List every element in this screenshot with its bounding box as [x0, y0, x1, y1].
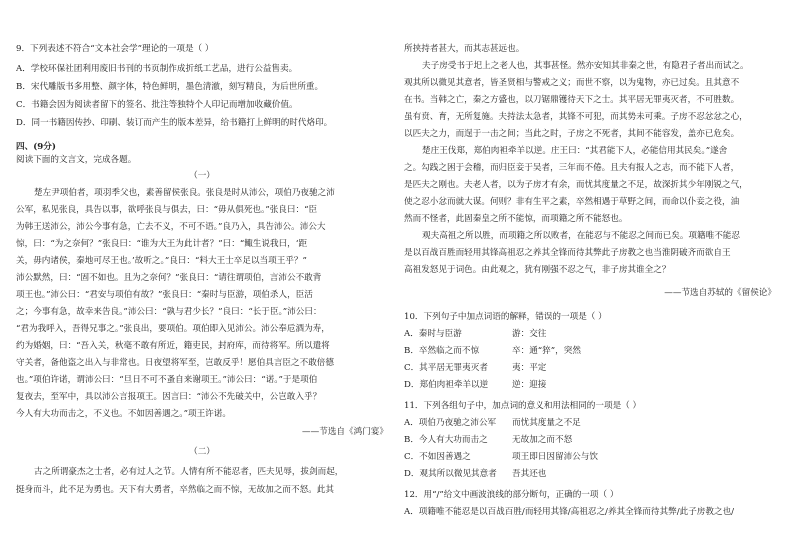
- passage-1-line: 约为婚姻，曰：“吾入关，秋毫不敢有所近，籍吏民，封府库，而待将军。所以遣将: [16, 341, 330, 351]
- passage-2-line: 夫子房受书于圯上之老人也，其事甚怪。然亦安知其非秦之世，有隐君子者出而试之。: [422, 61, 749, 71]
- option-sentence: C．不如因善遇之: [404, 452, 471, 462]
- left-column: [16, 0, 388, 560]
- passage-2-line: 然而不怪者，此固秦皇之所不能惊，而项籍之所不能怒也。: [404, 214, 628, 224]
- question-10-option-d: [404, 379, 776, 391]
- passage-2-line: 之。勾践之困于会稽，而归臣妾于吴者，三年而不倦。且夫有报人之志，而不能下人者，: [404, 163, 740, 173]
- question-9-option-a: A．学校环保社团利用废旧书刊的书页制作成折纸工艺品，进行公益售卖。: [16, 64, 298, 74]
- question-11-option-a: [404, 417, 776, 429]
- question-11-option-b: [404, 434, 776, 446]
- question-9-option-b: B．宋代雕版书多用整、颜字体，特色鲜明，墨色清澈，刻写精良，为后世所重。: [16, 82, 324, 92]
- option-sentence: D．郑伯肉袒牵羊以逆: [404, 380, 489, 390]
- passage-2-line: 虽有贲、育，无所复施。夫持法太急者，其锋不可犯，而其势未可乘。子房不忍忿忿之心，: [404, 112, 748, 122]
- question-10-stem: 10．下列句子中加点词语的解释，错误的一项是（ ）: [404, 312, 607, 322]
- section-4-instruction: 阅读下面的文言文，完成各题。: [16, 155, 137, 165]
- option-sentence: A．项伯乃夜驰之沛公军: [404, 418, 497, 428]
- question-10-option-a: [404, 328, 776, 340]
- option-sentence-pair: 项王即日因留沛公与饮: [512, 452, 598, 462]
- passage-1-label: （一）: [189, 171, 215, 181]
- option-explanation: 逆：迎接: [512, 380, 547, 390]
- passage-1-line: 今人有大功而击之，不义也。不如因善遇之。”项王许诺。: [16, 409, 231, 419]
- passage-1-line: 沛公默然，曰：“固不如也。且为之奈何？”张良曰：“请往谓项伯，言沛公不敢背: [16, 273, 322, 283]
- passage-2-line: 以匹夫之力，而逞于一击之间；当此之时，子房之不死者，其间不能容发，盖亦已危矣。: [404, 129, 740, 139]
- passage-2-line: 是以百战百胜而轻用其锋高祖忍之养其全锋而待其弊此子房教之也当淮阴破齐而欲自王: [404, 248, 731, 258]
- right-column: [404, 0, 776, 560]
- passage-2-line: 在书。当韩之亡，秦之方盛也，以刀锯鼎镬待天下之士。其平居无罪夷灭者，不可胜数。: [404, 95, 740, 105]
- passage-1-line: 惊，曰：“为之奈何？”张良曰：“谁为大王为此计者？”曰：“鲰生说我曰，‘距: [16, 239, 308, 249]
- passage-1-line: 也。”项伯许诺，谓沛公曰：“旦日不可不蚤自来谢项王。”沛公曰：“诺。”于是项伯: [16, 375, 318, 385]
- passage-2-line: 挺身而斗，此不足为勇也。天下有大勇者，卒然临之而不惊，无故加之而不怒。此其: [16, 485, 334, 495]
- question-9-stem: 9．下列表述不符合“文本社会学”理论的一项是（ ）: [16, 44, 214, 54]
- question-11-option-c: [404, 451, 776, 463]
- option-sentence-pair: 而忧其度量之不足: [512, 418, 581, 428]
- passage-2-source: ——节选自苏轼的《留侯论》: [664, 288, 776, 298]
- question-11-option-d: [404, 468, 776, 480]
- section-4-heading: 四、(9分): [16, 142, 56, 152]
- passage-2-line: 观夫高祖之所以胜，而项籍之所以败者，在能忍与不能忍之间而已矣。项籍唯不能忍: [422, 231, 740, 241]
- option-sentence: B．卒然临之而不惊: [404, 346, 480, 356]
- option-explanation: 游：交往: [512, 329, 547, 339]
- passage-2-line: 所挟持者甚大，而其志甚远也。: [404, 44, 525, 54]
- option-sentence-pair: 无故加之而不怒: [512, 435, 573, 445]
- passage-1-line: 楚左尹项伯者，项羽季父也，素善留侯张良。张良是时从沛公，项伯乃夜驰之沛: [34, 188, 335, 198]
- passage-2-line: 楚庄王伐郑，郑伯肉袒牵羊以逆。庄王曰：“其君能下人，必能信用其民矣。”遂舍: [422, 146, 728, 156]
- passage-1-line: 复夜去，至军中，具以沛公言报项王。因言曰：“沛公不先破关中，公岂敢入乎？: [16, 392, 322, 402]
- question-9-option-c: C．书籍会因为阅读者留下的签名、批注等独特个人印记而增加收藏价值。: [16, 100, 298, 110]
- option-sentence: A．秦时与臣游: [404, 329, 462, 339]
- option-explanation: 夷：平定: [512, 363, 547, 373]
- passage-2-label: （二）: [189, 447, 215, 457]
- passage-1-line: 为韩王送沛公，沛公今事有急，亡去不义，不可不语。”良乃入，具告沛公。沛公大: [16, 222, 326, 232]
- passage-1-line: “君为我呼入，吾得兄事之。”张良出，要项伯。项伯即入见沛公。沛公奉卮酒为寿，: [16, 324, 330, 334]
- passage-1-line: 关，毋内诸侯，秦地可尽王也。’故听之。”良曰：“料大王士卒足以当项王乎？”: [16, 256, 307, 266]
- passage-1-source: ——节选自《鸿门宴》: [302, 427, 388, 437]
- passage-2-line: 古之所谓豪杰之士者，必有过人之节。人情有所不能忍者，匹夫见辱，拔剑而起，: [34, 467, 344, 477]
- question-9-option-d: D．同一书籍因传抄、印刷、装订而产生的版本差异，给书籍打上鲜明的时代烙印。: [16, 118, 333, 128]
- option-sentence: D．观其所以微见其意者: [404, 469, 497, 479]
- question-10-option-b: [404, 345, 776, 357]
- option-sentence: C．其平居无罪夷灭者: [404, 363, 488, 373]
- passage-2-line: 观其所以微见其意者，皆圣贤相与警戒之义；而世不察，以为鬼物，亦已过矣。且其意不: [404, 78, 740, 88]
- passage-1-line: 守关者，备他盗之出入与非常也。日夜望将军至，岂敢反乎！愿伯具言臣之不敢倍德: [16, 358, 334, 368]
- passage-1-line: 公军，私见张良，具告以事，欲呼张良与俱去，曰：“毋从俱死也。”张良曰：“臣: [16, 205, 318, 215]
- passage-1-line: 之；今事有急，故幸来告良。”沛公曰：“孰与君少长？”良曰：“长于臣。”沛公曰：: [16, 307, 322, 317]
- passage-2-line: 使之忍小忿而就大谋。何则？非有生平之素，卒然相遇于草野之间，而命以仆妾之役，油: [404, 197, 740, 207]
- option-sentence-pair: 吾其还也: [512, 469, 547, 479]
- question-10-option-c: [404, 362, 776, 374]
- question-12-stem: 12．用“/”给文中画波浪线的部分断句，正确的一项（ ）: [404, 490, 619, 500]
- passage-1-line: 项王也。”沛公曰：“君安与项伯有故？”张良曰：“秦时与臣游，项伯杀人，臣活: [16, 290, 313, 300]
- passage-2-line: 是匹夫之刚也。夫老人者，以为子房才有余，而忧其度量之不足，故深折其少年刚锐之气，: [404, 180, 748, 190]
- question-12-option-a: A．项籍唯不能忍是以百战百胜/而轻用其锋/高祖忍之/养其全锋而待其弊/此子房教之也/: [404, 507, 735, 517]
- option-sentence: B．今人有大功而击之: [404, 435, 488, 445]
- passage-2-line: 高祖发怒见于词色。由此观之，犹有刚强不忍之气，非子房其谁全之？: [404, 265, 671, 275]
- question-11-stem: 11．下列各组句子中，加点词的意义和用法相同的一项是（ ）: [404, 401, 642, 411]
- option-explanation: 卒：通“猝”，突然: [512, 346, 581, 356]
